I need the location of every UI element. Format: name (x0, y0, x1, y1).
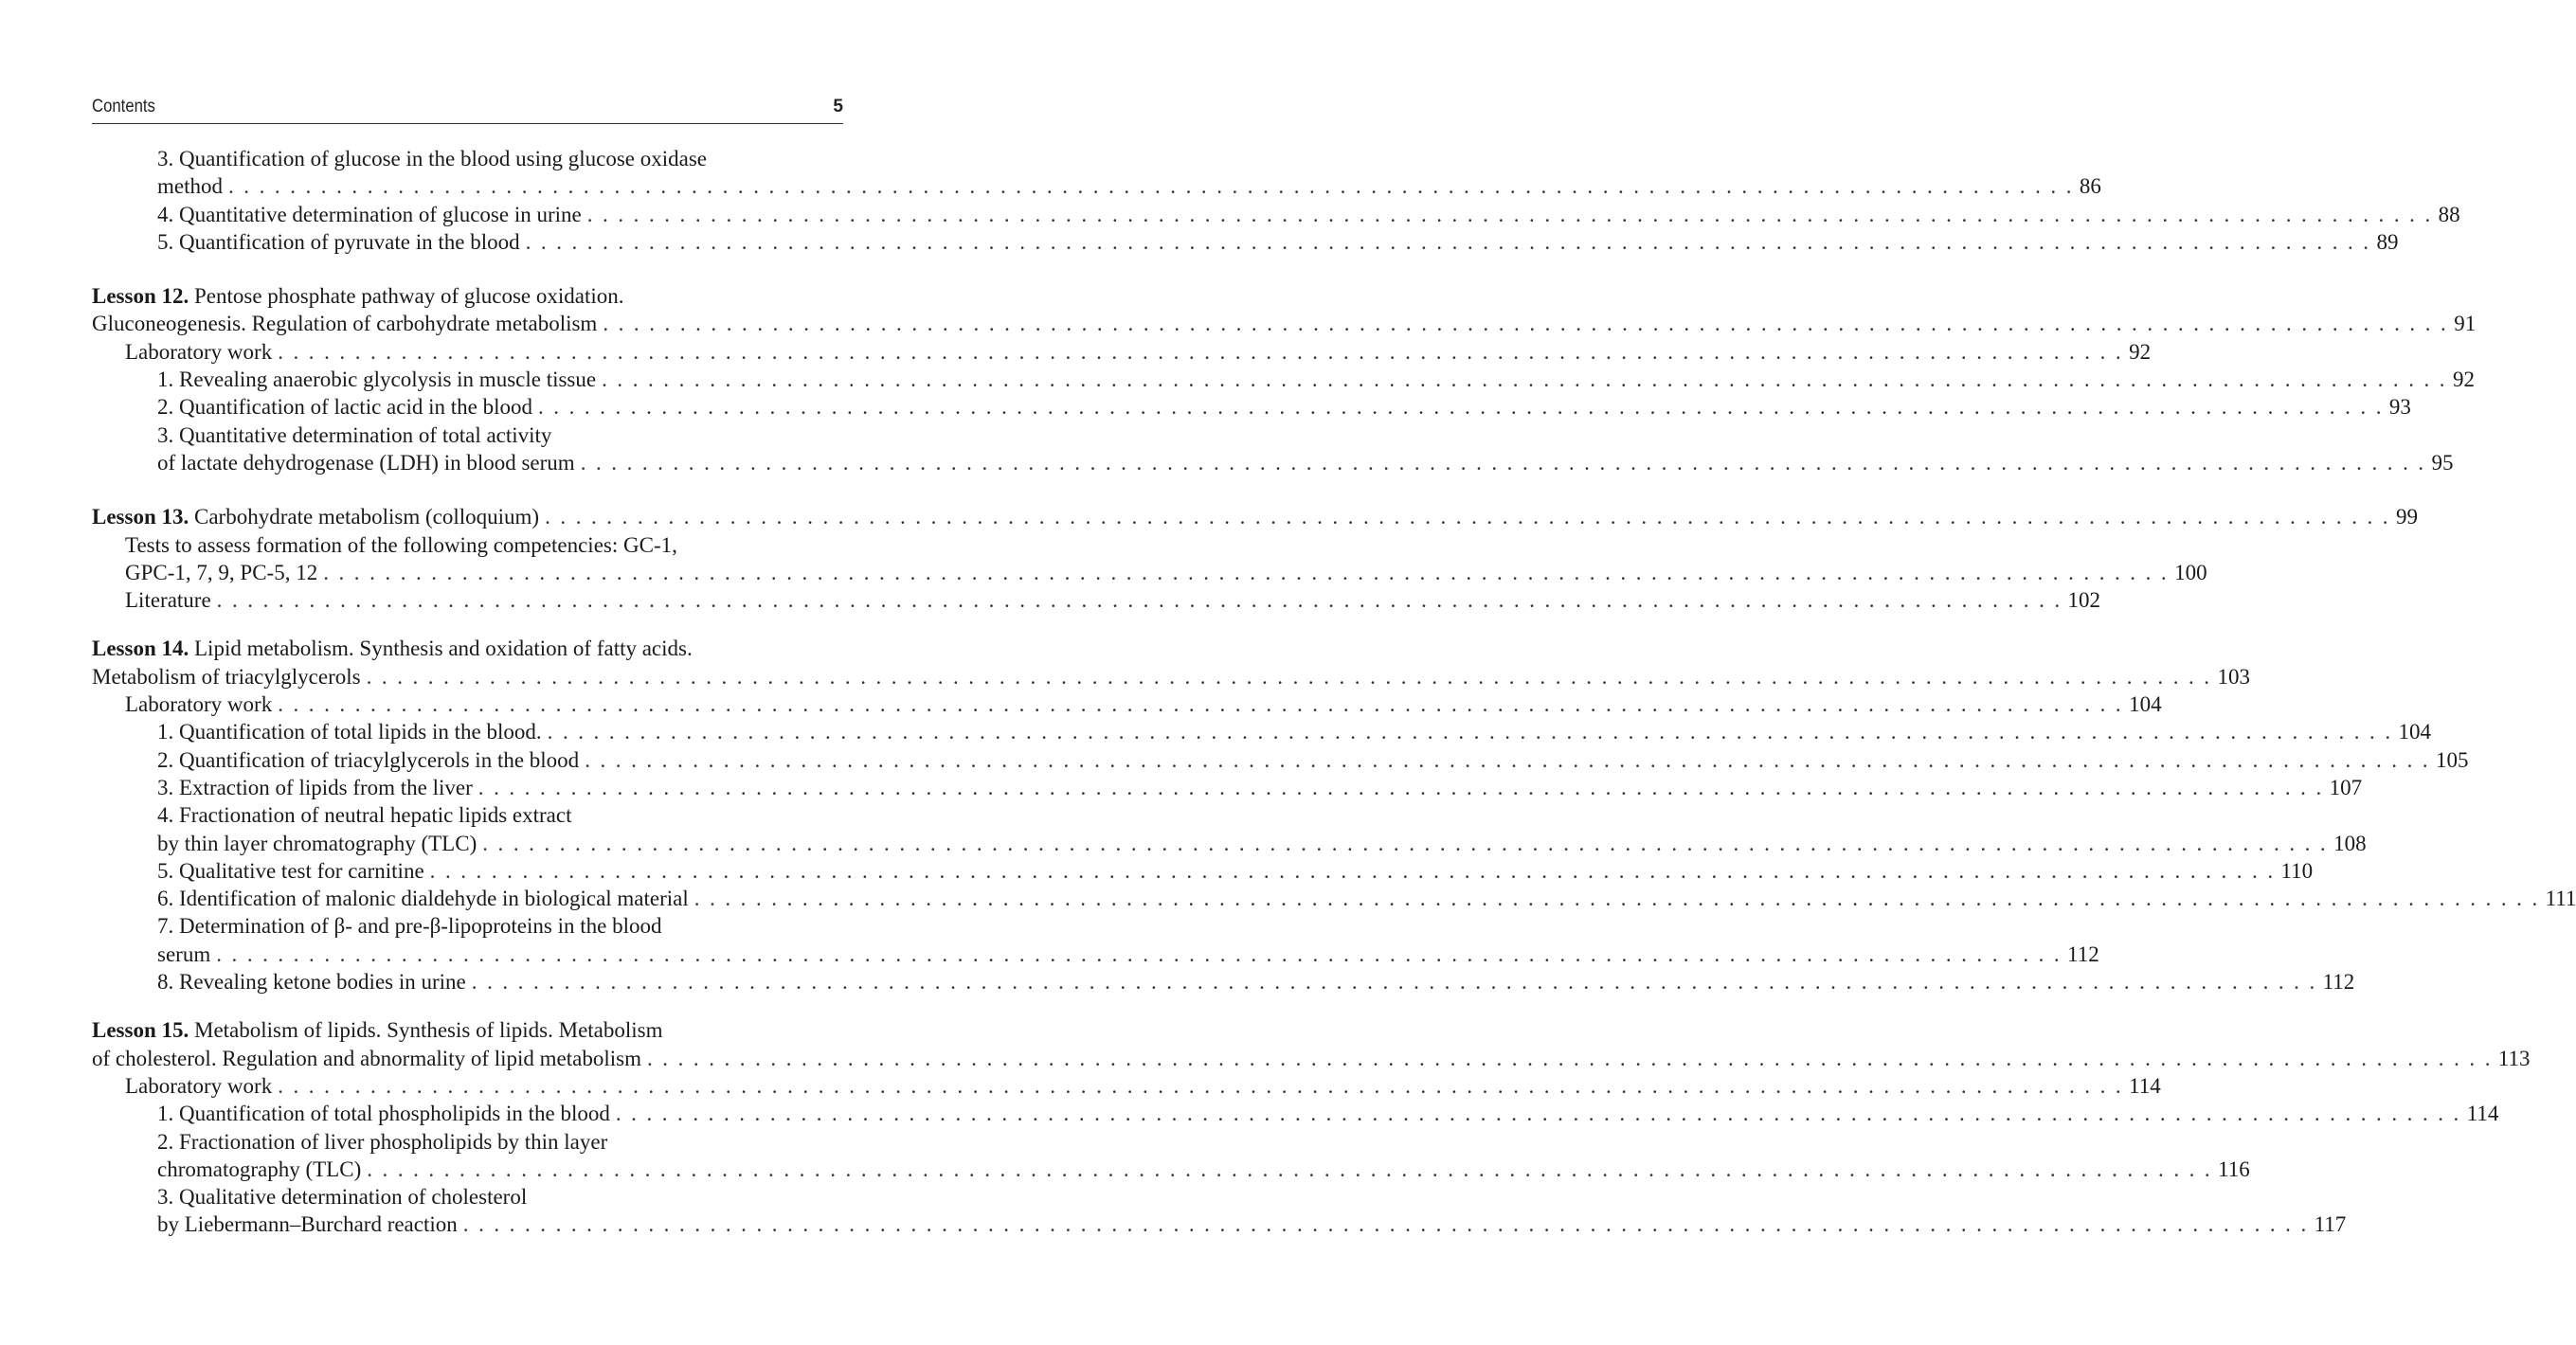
toc-line (92, 1100, 2499, 1127)
toc-page-number: 107 (2329, 775, 2363, 799)
toc-entry-title: Tests to assess formation of the following competencies: GC-1, (125, 532, 677, 557)
toc-entry-title: 2. Quantification of lactic acid in the blood (157, 395, 532, 420)
toc-entry-text (157, 1183, 527, 1210)
dot-leader: . . . . . . . . . . . . . . . . . . . . . . . . . . . . . . . . . . . . . . . . . . . . . . . . . . . . . . . . . . . . . . . . . . . . . . . . . . . . . . . . . . . . . . . . . . . . . . . . . . . . . . . . . . . . . . . . . . . . . . . . (228, 174, 2074, 199)
toc-page-number: 114 (2466, 1102, 2499, 1126)
toc-line (92, 338, 2152, 366)
dot-leader: . . . . . . . . . . . . . . . . . . . . . . . . . . . . . . . . . . . . . . . . . . . . . . . . . . . . . . . . . . . . . . . . . . . . . . . . . . . . . . . . . . . . . . . . . . . . . . . . . . . . . . . . . . . . . . . . . . . . . . . . (545, 505, 2390, 529)
toc-entry-text (157, 1128, 607, 1156)
toc-line (92, 145, 843, 172)
dot-leader: . . . . . . . . . . . . . . . . . . . . . . . . . . . . . . . . . . . . . . . . . . . . . . . . . . . . . . . . . . . . . . . . . . . . . . . . . . . . . . . . . . . . . . . . . . . . . . . . . . . . . . . . . . . . . . . . . . . . . . . . (538, 395, 2384, 420)
toc-line (92, 366, 2475, 393)
toc-entry-text (92, 635, 693, 662)
toc-entry-title: by thin layer chromatography (TLC) (157, 831, 477, 855)
toc-line (92, 201, 2460, 228)
toc-entry-title: of lactate dehydrogenase (LDH) in blood serum (157, 450, 575, 475)
dot-leader: . . . . . . . . . . . . . . . . . . . . . . . . . . . . . . . . . . . . . . . . . . . . . . . . . . . . . . . . . . . . . . . . . . . . . . . . . . . . . . . . . . . . . . . . . . . . . . . . . . . . . . . . . . . . . . . . . . . . . . . . (482, 831, 2329, 855)
toc-entry-title: by Liebermann–Burchard reaction (157, 1212, 458, 1237)
toc-entry-text (157, 201, 582, 228)
toc-entry-text (92, 1016, 663, 1044)
toc-entry-text (92, 310, 597, 337)
toc-entry-text (92, 503, 539, 530)
toc-entry-title: Laboratory work (125, 339, 273, 364)
dot-leader: . . . . . . . . . . . . . . . . . . . . . . . . . . . . . . . . . . . . . . . . . . . . . . . . . . . . . . . . . . . . . . . . . . . . . . . . . . . . . . . . . . . . . . . . . . . . . . . . . . . . . . . . . . . . . . . . . . . . . . . . (323, 560, 2170, 584)
toc-entry-text (157, 1100, 610, 1127)
toc-entry-title: 2. Fractionation of liver phospholipids by thin layer (157, 1129, 608, 1154)
toc-line (92, 586, 2101, 614)
dot-leader: . . . . . . . . . . . . . . . . . . . . . . . . . . . . . . . . . . . . . . . . . . . . . . . . . . . . . . . . . . . . . . . . . . . . . . . . . . . . . . . . . . . . . . . . . . . . . . . . . . . . . . . . . . . . . . . . . . . . . . . . (615, 1102, 2461, 1126)
toc-entry-title: chromatography (TLC) (157, 1157, 362, 1181)
toc-page-number: 102 (2067, 588, 2101, 613)
toc-entry-title: Gluconeogenesis. Regulation of carbohydrate metabolism (92, 312, 598, 336)
toc-entry-text (157, 449, 575, 476)
dot-leader: . . . . . . . . . . . . . . . . . . . . . . . . . . . . . . . . . . . . . . . . . . . . . . . . . . . . . . . . . . . . . . . . . . . . . . . . . . . . . . . . . . . . . . . . . . . . . . . . . . . . . . . . . . . . . . . . . . . . . . . . (366, 664, 2212, 689)
toc-line (92, 774, 2363, 801)
toc-entry-title: 5. Quantification of pyruvate in the blood (157, 229, 520, 254)
toc-page-number: 89 (2376, 229, 2399, 254)
dot-leader: . . . . . . . . . . . . . . . . . . . . . . . . . . . . . . . . . . . . . . . . . . . . . . . . . . . . . . . . . . . . . . . . . . . . . . . . . . . . . . . . . . . . . . . . . . . . . . . . . . . . . . . . . . . . . . . . . . . . . . . . (278, 339, 2124, 364)
toc-entry-text (92, 1045, 641, 1072)
toc-line (92, 663, 2250, 690)
toc-entry-title: Laboratory work (125, 692, 273, 717)
toc-entry-title: Laboratory work (125, 1073, 273, 1098)
toc-page-number: 112 (2322, 970, 2355, 995)
lesson-label: Lesson 14. (92, 637, 189, 661)
toc-line (92, 801, 843, 829)
toc-page-number: 91 (2454, 312, 2477, 336)
toc-entry-title: 3. Quantitative determination of total activity (157, 422, 552, 447)
toc-entry-title: 7. Determination of β- and pre-β-lipoproteins in the blood (157, 914, 662, 939)
dot-leader: . . . . . . . . . . . . . . . . . . . . . . . . . . . . . . . . . . . . . . . . . . . . . . . . . . . . . . . . . . . . . . . . . . . . . . . . . . . . . . . . . . . . . . . . . . . . . . . . . . . . . . . . . . . . . . . . . . . . . . . . (602, 368, 2447, 392)
dot-leader: . . . . . . . . . . . . . . . . . . . . . . . . . . . . . . . . . . . . . . . . . . . . . . . . . . . . . . . . . . . . . . . . . . . . . . . . . . . . . . . . . . . . . . . . . . . . . . . . . . . . . . . . . . . . . . . . . . . . . . . . (580, 450, 2426, 475)
toc-entry-title: method (157, 174, 223, 199)
dot-leader: . . . . . . . . . . . . . . . . . . . . . . . . . . . . . . . . . . . . . . . . . . . . . . . . . . . . . . . . . . . . . . . . . . . . . . . . . . . . . . . . . . . . . . . . . . . . . . . . . . . . . . . . . . . . . . . . . . . . . . . . (278, 692, 2124, 717)
dot-leader: . . . . . . . . . . . . . . . . . . . . . . . . . . . . . . . . . . . . . . . . . . . . . . . . . . . . . . . . . . . . . . . . . . . . . . . . . . . . . . . . . . . . . . . . . . . . . . . . . . . . . . . . . . . . . . . . . . . . . . . . (367, 1157, 2213, 1181)
toc-line (92, 310, 2477, 337)
toc-line (92, 421, 843, 449)
toc-line (92, 718, 2431, 745)
toc-line (92, 746, 2469, 774)
toc-entry-title: 1. Revealing anaerobic glycolysis in muscle tissue (157, 368, 597, 392)
toc-entry-text (157, 718, 542, 745)
toc-entry-text (125, 338, 272, 366)
dot-leader: . . . . . . . . . . . . . . . . . . . . . . . . . . . . . . . . . . . . . . . . . . . . . . . . . . . . . . . . . . . . . . . . . . . . . . . . . . . . . . . . . . . . . . . . . . . . . . . . . . . . . . . . . . . . . . . . . . . . . . . . (216, 588, 2063, 613)
toc-entry-text (157, 228, 520, 256)
toc-entry-title: Metabolism of lipids. Synthesis of lipids. Metabolism (189, 1018, 663, 1043)
toc-entry-text (157, 941, 210, 968)
dot-leader: . . . . . . . . . . . . . . . . . . . . . . . . . . . . . . . . . . . . . . . . . . . . . . . . . . . . . . . . . . . . . . . . . . . . . . . . . . . . . . . . . . . . . . . . . . . . . . . . . . . . . . . . . . . . . . . . . . . . . . . . (525, 229, 2371, 254)
toc-page-number: 92 (2129, 339, 2152, 364)
toc-entry-text (157, 1156, 361, 1183)
toc-entry-title: 6. Identification of malonic dialdehyde in biological material (157, 887, 689, 911)
toc-entry-title: 3. Qualitative determination of cholesterol (157, 1185, 528, 1210)
dot-leader: . . . . . . . . . . . . . . . . . . . . . . . . . . . . . . . . . . . . . . . . . . . . . . . . . . . . . . . . . . . . . . . . . . . . . . . . . . . . . . . . . . . . . . . . . . . . . . . . . . . . . . . . . . . . . . . . . . . . . . . . (603, 312, 2449, 336)
toc-line (92, 1210, 2347, 1238)
dot-leader: . . . . . . . . . . . . . . . . . . . . . . . . . . . . . . . . . . . . . . . . . . . . . . . . . . . . . . . . . . . . . . . . . . . . . . . . . . . . . . . . . . . . . . . . . . . . . . . . . . . . . . . . . . . . . . . . . . . . . . . . (429, 858, 2276, 883)
toc-line (92, 968, 2355, 995)
toc-entry-text (157, 830, 477, 857)
toc-entry-title: Literature (125, 588, 211, 613)
toc-entry-title: Pentose phosphate pathway of glucose oxidation. (189, 284, 624, 309)
toc-line (92, 282, 843, 310)
running-header (92, 95, 843, 124)
toc-line (92, 559, 2207, 586)
toc-entry-title: 3. Extraction of lipids from the liver (157, 775, 473, 799)
toc-line (92, 1128, 843, 1156)
toc-line (92, 449, 2454, 476)
table-of-contents (92, 145, 2576, 1239)
toc-line (92, 1045, 2531, 1072)
toc-page-number: 113 (2497, 1046, 2531, 1070)
toc-page-number: 99 (2395, 505, 2418, 529)
toc-page-number: 114 (2129, 1073, 2161, 1098)
toc-entry-title: 3. Quantification of glucose in the blood using glucose oxidase (157, 147, 707, 170)
running-header-title: Contents (92, 97, 155, 117)
page-number: 5 (833, 97, 843, 117)
toc-entry-text (157, 1210, 458, 1238)
toc-page-number: 116 (2218, 1157, 2250, 1181)
dot-leader: . . . . . . . . . . . . . . . . . . . . . . . . . . . . . . . . . . . . . . . . . . . . . . . . . . . . . . . . . . . . . . . . . . . . . . . . . . . . . . . . . . . . . . . . . . . . . . . . . . . . . . . . . . . . . . . . . . . . . . . . (216, 942, 2063, 966)
toc-entry-title: serum (157, 942, 211, 966)
toc-entry-title: Lipid metabolism. Synthesis and oxidation of fatty acids. (189, 637, 693, 661)
toc-page-number: 105 (2436, 747, 2469, 772)
toc-line (92, 635, 843, 662)
toc-page-number: 93 (2388, 395, 2411, 420)
dot-leader: . . . . . . . . . . . . . . . . . . . . . . . . . . . . . . . . . . . . . . . . . . . . . . . . . . . . . . . . . . . . . . . . . . . . . . . . . . . . . . . . . . . . . . . . . . . . . . . . . . . . . . . . . . . . . . . . . . . . . . . . (477, 775, 2324, 799)
toc-entry-title: Carbohydrate metabolism (colloquium) (189, 505, 540, 529)
toc-entry-text (125, 1072, 272, 1100)
toc-line (92, 885, 2576, 912)
dot-leader: . . . . . . . . . . . . . . . . . . . . . . . . . . . . . . . . . . . . . . . . . . . . . . . . . . . . . . . . . . . . . . . . . . . . . . . . . . . . . . . . . . . . . . . . . . . . . . . . . . . . . . . . . . . . . . . . . . . . . . . . (647, 1046, 2493, 1070)
lesson-label: Lesson 12. (92, 284, 189, 309)
dot-leader: . . . . . . . . . . . . . . . . . . . . . . . . . . . . . . . . . . . . . . . . . . . . . . . . . . . . . . . . . . . . . . . . . . . . . . . . . . . . . . . . . . . . . . . . . . . . . . . . . . . . . . . . . . . . . . . . . . . . . . . . (586, 202, 2433, 226)
toc-line (92, 531, 843, 559)
toc-entry-text (157, 746, 579, 774)
toc-page-number: 117 (2314, 1212, 2347, 1237)
toc-line (92, 912, 843, 940)
toc-entry-text (157, 774, 473, 801)
toc-entry-text (157, 393, 532, 421)
toc-page-number: 103 (2217, 664, 2250, 689)
toc-line (92, 503, 2418, 530)
toc-entry-text (157, 801, 572, 829)
toc-page-number: 110 (2280, 858, 2314, 883)
toc-entry-text (157, 857, 424, 885)
toc-entry-text (125, 531, 677, 559)
toc-entry-text (157, 366, 596, 393)
toc-entry-title: 2. Quantification of triacylglycerols in the blood (157, 747, 580, 772)
toc-entry-text (92, 663, 361, 690)
dot-leader: . . . . . . . . . . . . . . . . . . . . . . . . . . . . . . . . . . . . . . . . . . . . . . . . . . . . . . . . . . . . . . . . . . . . . . . . . . . . . . . . . . . . . . . . . . . . . . . . . . . . . . . . . . . . . . . . . . . . . . . . (278, 1073, 2124, 1098)
toc-entry-title: 1. Quantification of total phospholipids in the blood (157, 1102, 610, 1126)
toc-page-number: 111 (2545, 887, 2576, 911)
toc-line (92, 1072, 2161, 1100)
toc-entry-title: 1. Quantification of total lipids in the blood. (157, 720, 542, 744)
dot-leader: . . . . . . . . . . . . . . . . . . . . . . . . . . . . . . . . . . . . . . . . . . . . . . . . . . . . . . . . . . . . . . . . . . . . . . . . . . . . . . . . . . . . . . . . . . . . . . . . . . . . . . . . . . . . . . . . . . . . . . . . (547, 720, 2393, 744)
toc-entry-title: 8. Revealing ketone bodies in urine (157, 970, 466, 995)
toc-entry-text (125, 586, 211, 614)
toc-entry-title: 5. Qualitative test for carnitine (157, 858, 424, 883)
toc-line (92, 228, 2399, 256)
toc-page-number: 100 (2174, 560, 2207, 584)
lesson-label: Lesson 15. (92, 1018, 189, 1043)
dot-leader: . . . . . . . . . . . . . . . . . . . . . . . . . . . . . . . . . . . . . . . . . . . . . . . . . . . . . . . . . . . . . . . . . . . . . . . . . . . . . . . . . . . . . . . . . . . . . . . . . . . . . . . . . . . . . . . . . . . . . . . . (694, 887, 2540, 911)
dot-leader: . . . . . . . . . . . . . . . . . . . . . . . . . . . . . . . . . . . . . . . . . . . . . . . . . . . . . . . . . . . . . . . . . . . . . . . . . . . . . . . . . . . . . . . . . . . . . . . . . . . . . . . . . . . . . . . . . . . . . . . . (471, 970, 2317, 995)
toc-line (92, 393, 2411, 421)
toc-page-number: 108 (2333, 831, 2367, 855)
toc-line (92, 1016, 843, 1044)
toc-line (92, 1183, 843, 1210)
toc-entry-text (157, 885, 689, 912)
toc-page-number: 112 (2067, 942, 2099, 966)
toc-entry-text (125, 559, 317, 586)
toc-entry-title: 4. Fractionation of neutral hepatic lipids extract (157, 803, 572, 828)
toc-page-number: 92 (2452, 368, 2475, 392)
toc-page-number: 88 (2438, 202, 2460, 226)
toc-entry-text (157, 968, 466, 995)
toc-entry-title: of cholesterol. Regulation and abnormality of lipid metabolism (92, 1046, 641, 1070)
toc-entry-text (157, 172, 223, 200)
toc-line (92, 830, 2367, 857)
toc-entry-title: 4. Quantitative determination of glucose in urine (157, 202, 582, 226)
toc-line (92, 172, 2101, 200)
toc-line (92, 1156, 2250, 1183)
toc-line (92, 941, 2099, 968)
toc-page-number: 86 (2079, 174, 2101, 199)
dot-leader: . . . . . . . . . . . . . . . . . . . . . . . . . . . . . . . . . . . . . . . . . . . . . . . . . . . . . . . . . . . . . . . . . . . . . . . . . . . . . . . . . . . . . . . . . . . . . . . . . . . . . . . . . . . . . . . . . . . . . . . . (462, 1212, 2309, 1237)
toc-entry-title: GPC-1, 7, 9, PC-5, 12 (125, 560, 318, 584)
toc-entry-text (157, 421, 551, 449)
toc-entry-text (92, 282, 624, 310)
toc-page-number: 104 (2398, 720, 2431, 744)
dot-leader: . . . . . . . . . . . . . . . . . . . . . . . . . . . . . . . . . . . . . . . . . . . . . . . . . . . . . . . . . . . . . . . . . . . . . . . . . . . . . . . . . . . . . . . . . . . . . . . . . . . . . . . . . . . . . . . . . . . . . . . . (585, 747, 2431, 772)
lesson-label: Lesson 13. (92, 505, 189, 529)
toc-page-number: 104 (2129, 692, 2162, 717)
toc-page-number: 95 (2431, 450, 2454, 475)
toc-entry-text (125, 690, 272, 718)
toc-entry-text (157, 912, 661, 940)
toc-line (92, 690, 2162, 718)
toc-line (92, 857, 2314, 885)
toc-entry-title: Metabolism of triacylglycerols (92, 664, 361, 689)
toc-entry-text (157, 145, 707, 172)
